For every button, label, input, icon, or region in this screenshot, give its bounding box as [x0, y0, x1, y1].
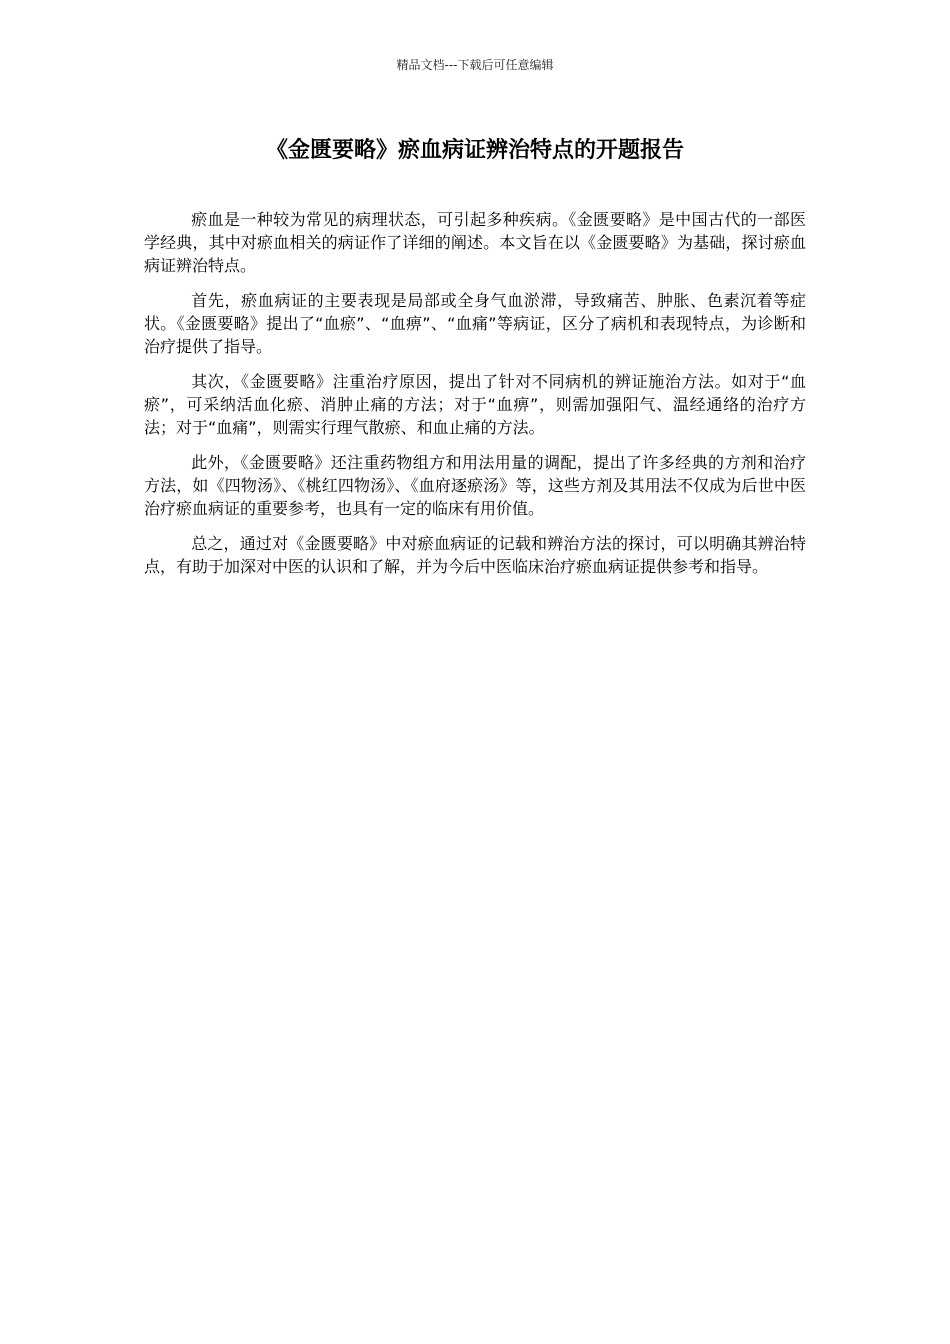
paragraph-treatment: 其次，《金匮要略》注重治疗原因，提出了针对不同病机的辨证施治方法。如对于“血瘀”，可采纳活血化瘀、消肿止痛的方法；对于“血痹”，则需加强阳气、温经通络的治疗方法；对于“血痛”，则需实行理气散瘀、和血止痛的方法。	[144, 372, 806, 437]
paragraph-intro: 瘀血是一种较为常见的病理状态，可引起多种疾病。《金匮要略》是中国古代的一部医学经典，其中对瘀血相关的病证作了详细的阐述。本文旨在以《金匮要略》为基础，探讨瘀血病证辨治特点。	[144, 210, 806, 275]
header-note: 精品文档---下载后可任意编辑	[396, 58, 554, 72]
document-title: 《金匮要略》瘀血病证辨治特点的开题报告	[265, 138, 684, 163]
paragraph-conclusion: 总之，通过对《金匮要略》中对瘀血病证的记载和辨治方法的探讨，可以明确其辨治特点，有助于加深对中医的认识和了解，并为今后中医临床治疗瘀血病证提供参考和指导。	[144, 534, 806, 576]
paragraph-prescriptions: 此外，《金匮要略》还注重药物组方和用法用量的调配，提出了许多经典的方剂和治疗方法，如《四物汤》、《桃红四物汤》、《血府逐瘀汤》等，这些方剂及其用法不仅成为后世中医治疗瘀血病证的重要参考，也具有一定的临床有用价值。	[144, 453, 806, 518]
document-body	[144, 208, 806, 590]
paragraph-symptoms: 首先，瘀血病证的主要表现是局部或全身气血淤滞，导致痛苦、肿胀、色素沉着等症状。《金匮要略》提出了“血瘀”、“血痹”、“血痛”等病证，区分了病机和表现特点，为诊断和治疗提供了指导。	[144, 291, 806, 356]
